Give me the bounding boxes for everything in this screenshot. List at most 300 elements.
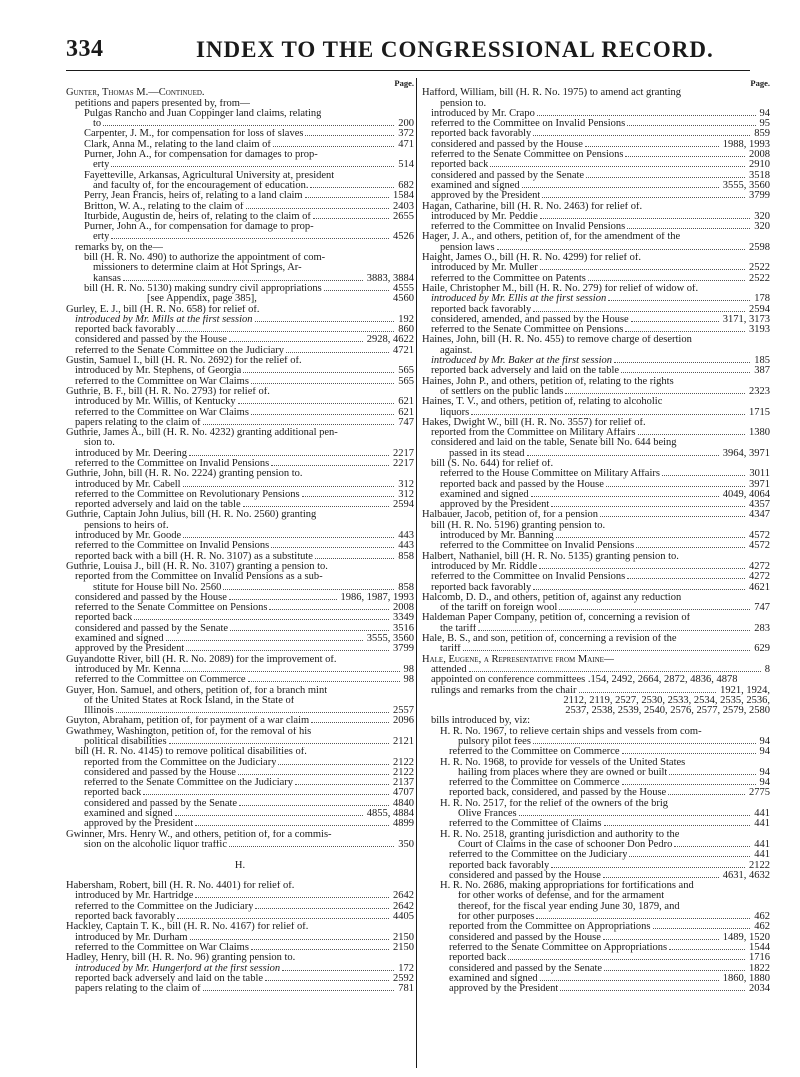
index-entry bbox=[422, 603, 770, 613]
page-reference: 2217 bbox=[393, 448, 414, 459]
entry-text: Halbauer, Jacob, petition of, for a pension bbox=[422, 510, 598, 521]
index-entry bbox=[66, 171, 414, 181]
page-reference: 2137 bbox=[393, 778, 414, 789]
dot-leader bbox=[103, 125, 394, 126]
index-entry bbox=[422, 861, 770, 871]
page-reference: 3555, 3560 bbox=[722, 180, 770, 191]
dot-leader bbox=[186, 650, 389, 651]
entry-text: of the tariff on foreign wool bbox=[440, 603, 558, 614]
entry-text: referred to the Senate Committee on Pensions bbox=[75, 603, 268, 614]
entry-text: papers relating to the claim of bbox=[75, 984, 201, 995]
page-reference: 3799 bbox=[749, 191, 770, 202]
index-entry bbox=[66, 984, 414, 994]
dot-leader bbox=[203, 424, 395, 425]
index-entry bbox=[66, 943, 414, 953]
dot-leader bbox=[229, 846, 394, 847]
entry-text: of settlers on the public lands bbox=[440, 386, 564, 397]
index-entry bbox=[422, 644, 770, 654]
dot-leader bbox=[556, 537, 745, 538]
entry-text: for other works of defense, and for the armament bbox=[458, 891, 665, 902]
index-entry bbox=[66, 706, 414, 716]
page-reference: 3349 bbox=[393, 613, 414, 624]
index-entry bbox=[422, 819, 770, 829]
entry-text: H. R. No. 1967, to relieve certain ships and vessels from com- bbox=[440, 726, 702, 737]
index-entry bbox=[66, 459, 414, 469]
entry-text: political disabilities bbox=[84, 737, 167, 747]
dot-leader bbox=[622, 753, 756, 754]
entry-text: bill (H. R. No. 5196) granting pension to. bbox=[431, 520, 606, 531]
index-entry bbox=[422, 665, 770, 675]
page-reference: 2150 bbox=[393, 932, 414, 943]
entry-text: considered and passed by the House bbox=[75, 592, 227, 603]
page-reference: 94 bbox=[759, 767, 770, 778]
entry-text: reported back bbox=[84, 788, 142, 799]
dot-leader bbox=[195, 897, 389, 898]
page-reference: 94 bbox=[759, 108, 770, 119]
entry-text: liquors bbox=[440, 407, 470, 418]
index-entry bbox=[66, 552, 414, 562]
page-reference: 4631, 4632 bbox=[722, 870, 770, 881]
page-reference: 312 bbox=[398, 489, 414, 500]
index-entry bbox=[422, 490, 770, 500]
index-entry bbox=[422, 294, 770, 304]
entry-text: approved by the President bbox=[440, 500, 550, 511]
index-entry bbox=[66, 624, 414, 634]
dot-leader bbox=[625, 156, 745, 157]
page-reference: 4555 bbox=[393, 283, 414, 294]
index-entry bbox=[422, 500, 770, 510]
index-entry bbox=[66, 974, 414, 984]
dot-leader bbox=[305, 135, 394, 136]
page-reference: 1715 bbox=[749, 407, 770, 418]
page-reference: 2150 bbox=[393, 942, 414, 953]
dot-leader bbox=[540, 980, 719, 981]
index-entry bbox=[66, 737, 414, 747]
dot-leader bbox=[588, 280, 745, 281]
index-entry bbox=[66, 232, 414, 242]
index-entry bbox=[66, 531, 414, 541]
entry-text: Haines, John, bill (H. R. No. 455) to remove charge of desertion bbox=[422, 335, 692, 346]
page-reference: 350 bbox=[398, 839, 414, 850]
entry-text: referred to the Committee on Commerce bbox=[449, 778, 620, 789]
entry-text: examined and signed bbox=[75, 634, 164, 645]
dot-leader bbox=[653, 928, 751, 929]
entry-text: reported back adversely and laid on the table bbox=[75, 973, 264, 984]
index-entry bbox=[66, 449, 414, 459]
page-column-label bbox=[422, 78, 770, 88]
index-entry bbox=[422, 480, 770, 490]
entry-text: missioners to determine claim at Hot Springs, Ar- bbox=[93, 263, 302, 274]
page-reference: 860 bbox=[398, 325, 414, 336]
page-reference: 2122 bbox=[749, 860, 770, 871]
page-reference: 94 bbox=[759, 737, 770, 747]
page-reference: 1584 bbox=[393, 191, 414, 202]
entry-text: to bbox=[93, 119, 102, 130]
index-entry bbox=[66, 274, 414, 284]
index-entry bbox=[422, 88, 770, 98]
index-entry bbox=[422, 119, 770, 129]
dot-leader bbox=[622, 784, 756, 785]
index-entry bbox=[422, 613, 770, 623]
page-reference: 2910 bbox=[749, 160, 770, 171]
page-reference: 95 bbox=[759, 119, 770, 130]
index-entry bbox=[422, 758, 770, 768]
dot-leader bbox=[143, 794, 389, 795]
entry-text: considered and passed by the House bbox=[449, 932, 601, 943]
entry-text: passed in its stead bbox=[449, 448, 525, 459]
index-entry bbox=[66, 129, 414, 139]
entry-text: considered and passed by the House bbox=[75, 335, 227, 346]
entry-text: considered and passed by the Senate bbox=[449, 963, 603, 974]
dot-leader bbox=[551, 506, 745, 507]
page-reference: 565 bbox=[398, 376, 414, 387]
dot-leader bbox=[238, 774, 389, 775]
page-reference: 2122 bbox=[393, 767, 414, 778]
index-entry bbox=[66, 593, 414, 603]
dot-leader bbox=[490, 166, 745, 167]
page-reference: 1860, 1880 bbox=[722, 973, 770, 984]
page-reference: 2775 bbox=[749, 788, 770, 799]
entry-text: 2112, 2119, 2527, 2530, 2533, 2534, 2535, 2536, bbox=[563, 695, 770, 706]
dot-leader bbox=[324, 290, 389, 291]
index-entry bbox=[422, 696, 770, 706]
dot-leader bbox=[302, 496, 395, 497]
entry-text: introduced by Mr. Stephens, of Georgia bbox=[75, 366, 242, 377]
entry-text: Guyandotte River, bill (H. R. No. 2089) for the improvement of. bbox=[66, 654, 337, 665]
index-entry bbox=[66, 222, 414, 232]
page-reference: 682 bbox=[398, 180, 414, 191]
page-reference: 2655 bbox=[393, 211, 414, 222]
dot-leader bbox=[586, 177, 745, 178]
dot-leader bbox=[111, 166, 394, 167]
column-divider bbox=[416, 78, 417, 1068]
index-entry bbox=[66, 397, 414, 407]
dot-leader bbox=[636, 547, 745, 548]
entry-text: Haight, James O., bill (H. R. No. 4299) for relief of. bbox=[422, 253, 641, 264]
entry-text: reported adversely and laid on the table bbox=[75, 500, 241, 511]
index-entry bbox=[66, 315, 414, 325]
index-entry bbox=[66, 490, 414, 500]
entry-text: Hale, B. S., and son, petition of, concerning a revision of the bbox=[422, 634, 677, 645]
page-reference: Page. bbox=[750, 78, 770, 88]
index-entry bbox=[422, 686, 770, 696]
entry-text: Hale, Eugene, a Representative from Maine— bbox=[422, 654, 615, 665]
page-reference: 441 bbox=[754, 839, 770, 850]
entry-text: referred to the Committee on Invalid Pensions bbox=[440, 541, 635, 552]
entry-text: Halbert, Nathaniel, bill (H. R. No. 5135) granting pension to. bbox=[422, 551, 679, 562]
index-entry bbox=[422, 253, 770, 263]
entry-text: petitions and papers presented by, from— bbox=[75, 98, 251, 109]
index-entry bbox=[422, 315, 770, 325]
entry-text: H. R. No. 2518, granting jurisdiction and authority to the bbox=[440, 829, 680, 840]
dot-leader bbox=[668, 794, 745, 795]
index-entry bbox=[422, 737, 770, 747]
dot-leader bbox=[540, 269, 745, 270]
dot-leader bbox=[271, 465, 389, 466]
dot-leader bbox=[669, 949, 745, 950]
entry-text: for other purposes bbox=[458, 912, 535, 923]
index-entry bbox=[422, 922, 770, 932]
page-reference: 312 bbox=[398, 479, 414, 490]
index-entry bbox=[66, 665, 414, 675]
index-entry bbox=[66, 119, 414, 129]
page-reference: 514 bbox=[398, 160, 414, 171]
dot-leader bbox=[315, 558, 394, 559]
dot-leader bbox=[625, 331, 745, 332]
entry-text: considered and passed by the House bbox=[449, 870, 601, 881]
index-entry bbox=[66, 181, 414, 191]
dot-leader bbox=[166, 640, 363, 641]
dot-leader bbox=[310, 187, 394, 188]
page-reference: 1822 bbox=[749, 963, 770, 974]
dot-leader bbox=[183, 486, 395, 487]
page-reference: 2557 bbox=[393, 706, 414, 717]
index-entry bbox=[66, 284, 414, 294]
entry-text: Halcomb, D. D., and others, petition of, against any reduction bbox=[422, 592, 682, 603]
page-reference: 1988, 1993 bbox=[722, 139, 770, 150]
page-reference: 3518 bbox=[749, 170, 770, 181]
entry-text: referred to the Committee on Revolutionary Pensions bbox=[75, 489, 300, 500]
entry-text: bill (H. R. No. 4145) to remove political disabilities of. bbox=[75, 747, 307, 758]
index-entry bbox=[66, 243, 414, 253]
index-entry bbox=[66, 387, 414, 397]
page-reference: 283 bbox=[754, 623, 770, 634]
page-reference: 2034 bbox=[749, 984, 770, 995]
dot-leader bbox=[248, 681, 400, 682]
entry-text: Carpenter, J. M., for compensation for loss of slaves bbox=[84, 129, 304, 140]
page-reference: 192 bbox=[398, 314, 414, 325]
entry-text: sion on the alcoholic liquor traffic bbox=[84, 839, 227, 850]
index-entry bbox=[66, 727, 414, 737]
dot-leader bbox=[614, 362, 750, 363]
index-entry bbox=[66, 788, 414, 798]
dot-leader bbox=[600, 516, 745, 517]
entry-text: referred to the Committee on Invalid Pensions bbox=[431, 572, 626, 583]
page-reference: 3883, 3884 bbox=[366, 273, 414, 284]
index-entry bbox=[66, 655, 414, 665]
page-reference: 1716 bbox=[749, 953, 770, 964]
entry-text: introduced by Mr. Peddie bbox=[431, 211, 538, 222]
index-entry bbox=[66, 603, 414, 613]
index-entry bbox=[422, 449, 770, 459]
index-entry bbox=[66, 521, 414, 531]
entry-text: Hackley, Captain T. K., bill (H. R. No. 4167) for relief of. bbox=[66, 922, 309, 933]
entry-text: bills introduced by, viz: bbox=[431, 716, 531, 727]
index-entry bbox=[66, 758, 414, 768]
entry-text: referred to the Senate Committee on the Judiciary bbox=[84, 778, 294, 789]
index-entry bbox=[66, 541, 414, 551]
entry-text: Guyer, Hon. Samuel, and others, petition of, for a branch mint bbox=[66, 685, 328, 696]
index-entry bbox=[66, 325, 414, 335]
page-reference: 4347 bbox=[749, 510, 770, 521]
index-entry bbox=[422, 562, 770, 572]
entry-text: reported back with a bill (H. R. No. 3107) as a substitute bbox=[75, 551, 313, 562]
entry-text: approved by the President bbox=[431, 191, 541, 202]
page-reference: 2522 bbox=[749, 273, 770, 284]
entry-text: Guthrie, James A., bill (H. R. No. 4232) granting additional pen- bbox=[66, 428, 338, 439]
entry-text: 2537, 2538, 2539, 2540, 2576, 2577, 2579, 2580 bbox=[565, 706, 770, 717]
page-reference: 3555, 3560 bbox=[366, 634, 414, 645]
index-entry bbox=[422, 140, 770, 150]
index-entry bbox=[422, 202, 770, 212]
page-reference: 2122 bbox=[393, 757, 414, 768]
entry-text: and faculty of, for the encouragement of education. bbox=[93, 180, 309, 191]
entry-text: Clark, Anna M., relating to the land claim of bbox=[84, 139, 271, 150]
page-reference: 2592 bbox=[393, 973, 414, 984]
dot-leader bbox=[251, 383, 394, 384]
dot-leader bbox=[313, 218, 389, 219]
entry-text: Haldeman Paper Company, petition of, concerning a revision of bbox=[422, 613, 691, 624]
index-entry bbox=[422, 881, 770, 891]
entry-text: reported back bbox=[431, 160, 489, 171]
page-reference: 3964, 3971 bbox=[722, 448, 770, 459]
dot-leader bbox=[551, 867, 745, 868]
entry-text: Gwathmey, Washington, petition of, for the removal of his bbox=[66, 726, 312, 737]
index-entry bbox=[422, 850, 770, 860]
entry-text: introduced by Mr. Durham bbox=[75, 932, 188, 943]
dot-leader bbox=[627, 228, 750, 229]
entry-text: referred to the Committee on War Claims bbox=[75, 942, 249, 953]
entry-text: Iturbide, Augustin de, heirs of, relating to the claim of bbox=[84, 211, 311, 222]
entry-text: erty bbox=[93, 232, 110, 243]
index-entry bbox=[422, 964, 770, 974]
index-entry bbox=[66, 480, 414, 490]
entry-text: Britton, W. A., relating to the claim of bbox=[84, 201, 244, 212]
entry-text: introduced by Mr. Hungerford at the first session bbox=[75, 963, 281, 974]
page-reference: 858 bbox=[398, 551, 414, 562]
page-column-label bbox=[66, 78, 414, 88]
entry-text: Illinois bbox=[84, 706, 114, 717]
entry-text: the tariff bbox=[440, 623, 477, 634]
index-entry bbox=[66, 510, 414, 520]
entry-text: considered, amended, and passed by the House bbox=[431, 314, 629, 325]
entry-text: referred to the Committee of Claims bbox=[449, 819, 602, 830]
dot-leader bbox=[295, 784, 389, 785]
index-entry bbox=[66, 675, 414, 685]
dot-leader bbox=[251, 949, 389, 950]
page-reference: 4707 bbox=[393, 788, 414, 799]
entry-text: introduced by Mr. Cabell bbox=[75, 479, 181, 490]
entry-text: reported back and passed by the House bbox=[440, 479, 604, 490]
index-entry bbox=[422, 222, 770, 232]
index-entry bbox=[422, 984, 770, 994]
index-entry bbox=[66, 212, 414, 222]
dot-leader bbox=[239, 805, 389, 806]
entry-text: of the United States at Rock Island, in the State of bbox=[84, 695, 295, 706]
entry-text: papers relating to the claim of bbox=[75, 417, 201, 428]
dot-leader bbox=[537, 115, 756, 116]
index-entry bbox=[422, 943, 770, 953]
page-reference: 320 bbox=[754, 222, 770, 233]
running-title: INDEX TO THE CONGRESSIONAL RECORD. bbox=[196, 37, 714, 62]
entry-text: considered and laid on the table, Senate bill No. 644 being bbox=[431, 438, 677, 449]
entry-text: examined and signed bbox=[84, 809, 173, 820]
dot-leader bbox=[195, 825, 389, 826]
page-reference: 98 bbox=[403, 675, 414, 686]
page-reference: 4049, 4064 bbox=[722, 489, 770, 500]
entry-text: referred to the Committee on the Judiciary bbox=[75, 901, 254, 912]
page-reference: 2217 bbox=[393, 458, 414, 469]
index-entry bbox=[66, 716, 414, 726]
dot-leader bbox=[189, 455, 389, 456]
dot-leader bbox=[238, 403, 395, 404]
entry-text: attended bbox=[431, 664, 467, 675]
page-reference: 2096 bbox=[393, 716, 414, 727]
entry-text: referred to the Committee on Invalid Pensions bbox=[431, 222, 626, 233]
entry-text: approved by the President bbox=[75, 644, 185, 655]
dot-leader bbox=[175, 815, 363, 816]
page-reference: 2121 bbox=[393, 737, 414, 747]
page-reference: 387 bbox=[754, 366, 770, 377]
index-entry bbox=[66, 809, 414, 819]
entry-text: referred to the Committee on Invalid Pensions bbox=[431, 119, 626, 130]
page-reference: 4405 bbox=[393, 912, 414, 923]
index-entry bbox=[422, 305, 770, 315]
entry-text: referred to the Senate Committee on Appropriations bbox=[449, 942, 668, 953]
index-entry bbox=[66, 840, 414, 850]
page-reference: 781 bbox=[398, 984, 414, 995]
entry-text: reported from the Committee on Appropriations bbox=[449, 922, 651, 933]
index-entry bbox=[422, 181, 770, 191]
page-reference: 4840 bbox=[393, 798, 414, 809]
index-entry bbox=[66, 830, 414, 840]
entry-text: erty bbox=[93, 160, 110, 171]
index-entry bbox=[66, 881, 414, 891]
index-entry bbox=[66, 346, 414, 356]
index-entry bbox=[66, 253, 414, 263]
index-entry bbox=[66, 686, 414, 696]
index-entry bbox=[66, 294, 414, 304]
entry-text: reported from the Committee on Military Affairs bbox=[431, 428, 636, 439]
index-entry bbox=[422, 727, 770, 737]
entry-text: referred to the Committee on War Claims bbox=[75, 376, 249, 387]
header-rule bbox=[66, 70, 750, 71]
dot-leader bbox=[243, 506, 389, 507]
dot-leader bbox=[603, 877, 719, 878]
index-entry bbox=[422, 809, 770, 819]
dot-leader bbox=[478, 630, 750, 631]
index-entry bbox=[422, 799, 770, 809]
page-reference: 2323 bbox=[749, 386, 770, 397]
index-entry bbox=[66, 922, 414, 932]
dot-leader bbox=[533, 743, 756, 744]
index-entry bbox=[66, 160, 414, 170]
index-entry bbox=[422, 778, 770, 788]
index-entry bbox=[422, 768, 770, 778]
entry-text: introduced by Mr. Crapo bbox=[431, 108, 535, 119]
entry-text: kansas bbox=[93, 273, 121, 284]
index-entry bbox=[422, 891, 770, 901]
dot-leader bbox=[255, 321, 395, 322]
dot-leader bbox=[519, 815, 751, 816]
dot-leader bbox=[229, 341, 363, 342]
index-entry bbox=[66, 933, 414, 943]
index-entry bbox=[422, 706, 770, 716]
page-reference: 1986, 1987, 1993 bbox=[340, 592, 414, 603]
page-reference: 2594 bbox=[749, 304, 770, 315]
index-entry bbox=[66, 778, 414, 788]
entry-text: examined and signed bbox=[440, 489, 529, 500]
entry-text: introduced by Mr. Baker at the first session bbox=[431, 356, 613, 367]
entry-text: Guthrie, B. F., bill (H. R. No. 2793) for relief of. bbox=[66, 386, 270, 397]
index-entry bbox=[422, 716, 770, 726]
entry-text: Hafford, William, bill (H. R. No. 1975) to amend act granting bbox=[422, 88, 682, 99]
entry-text: Guthrie, Captain John Julius, bill (H. R. No. 2560) granting bbox=[66, 510, 317, 521]
index-entry bbox=[422, 274, 770, 284]
dot-leader bbox=[542, 197, 745, 198]
dot-leader bbox=[579, 692, 717, 693]
index-entry bbox=[422, 830, 770, 840]
